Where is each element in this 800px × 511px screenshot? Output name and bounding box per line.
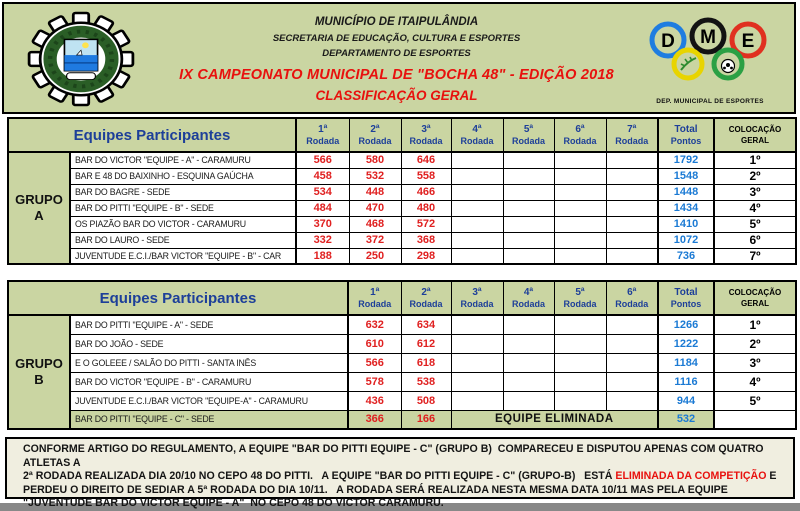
table-row	[8, 334, 796, 353]
round-score-cell	[503, 334, 554, 353]
round-score-cell	[451, 184, 503, 200]
team-name-cell: BAR DO VICTOR "EQUIPE - A" - CARAMURU	[70, 152, 296, 168]
round-score-cell	[606, 248, 658, 264]
round-score-cell	[606, 184, 658, 200]
position-header: COLOCAÇÃO GERAL	[714, 281, 796, 315]
round-score-cell: 618	[401, 353, 451, 372]
championship-title: IX CAMPEONATO MUNICIPAL DE "BOCHA 48" - EDIÇÃO 2018	[179, 67, 614, 83]
table-row	[8, 216, 796, 232]
round-score-cell	[606, 315, 658, 334]
round-score-cell: 534	[296, 184, 349, 200]
eliminated-team-row	[8, 410, 796, 429]
team-name-cell: OS PIAZÃO BAR DO VICTOR - CARAMURU	[70, 216, 296, 232]
round-score-cell: 332	[296, 232, 349, 248]
round-score-cell	[503, 391, 554, 410]
header-text-block	[149, 4, 644, 103]
round-score-cell: 250	[349, 248, 401, 264]
round-3-header: 3ª Rodada	[451, 281, 503, 315]
total-points-header: Total Pontos	[658, 281, 714, 315]
round-4-header: 4ª Rodada	[451, 118, 503, 152]
total-points-cell: 1448	[658, 184, 714, 200]
team-name-cell: BAR DO PITTI "EQUIPE - C" - SEDE	[70, 410, 348, 429]
round-score-cell	[503, 184, 554, 200]
round-score-cell: 366	[348, 410, 401, 429]
round-score-cell	[451, 334, 503, 353]
table-row	[8, 372, 796, 391]
round-1-header: 1ª Rodada	[348, 281, 401, 315]
round-score-cell: 436	[348, 391, 401, 410]
round-score-cell: 466	[401, 184, 451, 200]
dme-logo	[640, 18, 780, 105]
table-row	[8, 353, 796, 372]
note-line-2-pre: 2ª RODADA REALIZADA DIA 20/10 NO CEPO 48 DO PITTI. A EQUIPE "BAR DO PITTI EQUIPE - C" (GRUPO-B) ESTÁ	[23, 470, 616, 483]
total-points-cell: 1792	[658, 152, 714, 168]
note-line-1: CONFORME ARTIGO DO REGULAMENTO, A EQUIPE "BAR DO PITTI EQUIPE - C" (GRUPO B) COMPARECEU E DISPUTOU APENAS COM QUATRO ATLETAS A	[23, 443, 767, 469]
position-cell: 4º	[714, 200, 796, 216]
round-score-cell: 610	[348, 334, 401, 353]
round-score-cell	[606, 334, 658, 353]
team-name-cell: BAR DO PITTI "EQUIPE - A" - SEDE	[70, 315, 348, 334]
round-score-cell: 634	[401, 315, 451, 334]
round-score-cell	[554, 232, 606, 248]
total-points-cell: 1072	[658, 232, 714, 248]
team-name-cell: BAR E 48 DO BAIXINHO - ESQUINA GAÚCHA	[70, 168, 296, 184]
position-cell: 7º	[714, 248, 796, 264]
round-score-cell: 370	[296, 216, 349, 232]
svg-text:D: D	[661, 31, 675, 52]
team-name-cell: JUVENTUDE E.C.I./BAR VICTOR "EQUIPE - B" - CAR	[70, 248, 296, 264]
group-b-label: GRUPO B	[8, 315, 70, 429]
round-score-cell: 632	[348, 315, 401, 334]
position-cell: 2º	[714, 334, 796, 353]
table-header-row	[8, 118, 796, 152]
round-score-cell	[606, 152, 658, 168]
round-score-cell	[451, 168, 503, 184]
round-score-cell	[554, 200, 606, 216]
round-score-cell	[451, 200, 503, 216]
round-score-cell	[554, 391, 606, 410]
note-line-2-post: E	[766, 470, 777, 483]
round-5-header: 5ª Rodada	[503, 118, 554, 152]
round-score-cell	[503, 200, 554, 216]
round-score-cell	[503, 216, 554, 232]
team-name-cell: BAR DO VICTOR "EQUIPE - B" - CARAMURU	[70, 372, 348, 391]
round-score-cell: 298	[401, 248, 451, 264]
round-score-cell: 448	[349, 184, 401, 200]
total-points-cell: 1184	[658, 353, 714, 372]
team-name-cell: JUVENTUDE E.C.I./BAR VICTOR "EQUIPE-A" - CARAMURU	[70, 391, 348, 410]
round-score-cell: 580	[349, 152, 401, 168]
table-row	[8, 391, 796, 410]
round-score-cell	[554, 353, 606, 372]
secretariat-title: SECRETARIA DE EDUCAÇÃO, CULTURA E ESPORTES	[272, 33, 521, 44]
round-score-cell	[503, 315, 554, 334]
round-score-cell	[606, 200, 658, 216]
teams-header: Equipes Participantes	[8, 118, 296, 152]
round-score-cell	[503, 152, 554, 168]
note-line-2	[23, 470, 785, 484]
round-score-cell: 612	[401, 334, 451, 353]
round-score-cell: 470	[349, 200, 401, 216]
round-score-cell	[554, 216, 606, 232]
round-score-cell: 468	[349, 216, 401, 232]
round-score-cell: 572	[401, 216, 451, 232]
note-line-3: PERDEU O DIREITO DE SEDIAR A 5ª RODADA DO DIA 10/11. A RODADA SERÁ REALIZADA NESTA MESMA DATA 10/11 MAS PELA EQUIPE	[23, 483, 728, 496]
round-score-cell	[606, 168, 658, 184]
position-cell: 6º	[714, 232, 796, 248]
position-cell: 3º	[714, 353, 796, 372]
table-row	[8, 200, 796, 216]
round-score-cell	[503, 248, 554, 264]
note-line-4: "JUVENTUDE BAR DO VICTOR EQUIPE - A" NO CEPO 48 DO VICTOR CARAMURU.	[23, 497, 444, 510]
svg-text:E: E	[741, 31, 755, 52]
table-row	[8, 232, 796, 248]
total-points-cell: 1116	[658, 372, 714, 391]
table-row	[8, 184, 796, 200]
table-group-b	[7, 280, 797, 430]
total-points-cell: 736	[658, 248, 714, 264]
total-points-cell: 1266	[658, 315, 714, 334]
eliminated-label-cell: EQUIPE ELIMINADA	[451, 410, 658, 429]
round-score-cell	[554, 248, 606, 264]
municipality-title: MUNICÍPIO DE ITAIPULÂNDIA	[314, 16, 479, 28]
position-cell: 5º	[714, 391, 796, 410]
team-name-cell: BAR DO JOÃO - SEDE	[70, 334, 348, 353]
round-score-cell: 372	[349, 232, 401, 248]
round-score-cell: 538	[401, 372, 451, 391]
round-score-cell	[606, 353, 658, 372]
round-score-cell: 188	[296, 248, 349, 264]
round-score-cell	[554, 372, 606, 391]
round-score-cell	[606, 232, 658, 248]
round-score-cell	[451, 372, 503, 391]
round-score-cell	[503, 353, 554, 372]
round-score-cell: 558	[401, 168, 451, 184]
round-score-cell	[554, 315, 606, 334]
round-score-cell: 646	[401, 152, 451, 168]
regulation-note	[5, 437, 795, 510]
round-score-cell	[503, 372, 554, 391]
page-title: CLASSIFICAÇÃO GERAL	[315, 88, 478, 103]
position-header: COLOCAÇÃO GERAL	[714, 118, 796, 152]
round-score-cell: 508	[401, 391, 451, 410]
round-score-cell	[554, 168, 606, 184]
round-score-cell	[606, 391, 658, 410]
total-points-cell: 532	[658, 410, 714, 429]
round-score-cell	[606, 372, 658, 391]
table-row	[8, 315, 796, 334]
total-points-cell: 1222	[658, 334, 714, 353]
round-score-cell	[554, 334, 606, 353]
round-1-header: 1ª Rodada	[296, 118, 349, 152]
position-cell: 3º	[714, 184, 796, 200]
round-score-cell	[554, 184, 606, 200]
table-header-row	[8, 281, 796, 315]
round-6-header: 6ª Rodada	[606, 281, 658, 315]
position-cell: 5º	[714, 216, 796, 232]
round-score-cell	[451, 152, 503, 168]
svg-text:M: M	[700, 27, 716, 48]
round-6-header: 6ª Rodada	[554, 118, 606, 152]
round-7-header: 7ª Rodada	[606, 118, 658, 152]
round-score-cell	[451, 248, 503, 264]
team-name-cell: BAR DO PITTI "EQUIPE - B" - SEDE	[70, 200, 296, 216]
total-points-header: Total Pontos	[658, 118, 714, 152]
dme-caption: DEP. MUNICIPAL DE ESPORTES	[656, 98, 764, 105]
round-score-cell	[451, 391, 503, 410]
table-row	[8, 152, 796, 168]
team-name-cell: BAR DO BAGRE - SEDE	[70, 184, 296, 200]
round-3-header: 3ª Rodada	[401, 118, 451, 152]
table-row	[8, 168, 796, 184]
round-score-cell: 458	[296, 168, 349, 184]
table-row	[8, 248, 796, 264]
round-score-cell	[503, 168, 554, 184]
team-name-cell: E O GOLEEE / SALÃO DO PITTI - SANTA INÊS	[70, 353, 348, 372]
position-cell: 1º	[714, 152, 796, 168]
round-score-cell: 484	[296, 200, 349, 216]
note-eliminated-highlight: ELIMINADA DA COMPETIÇÃO	[615, 470, 767, 483]
round-score-cell: 566	[296, 152, 349, 168]
round-score-cell: 578	[348, 372, 401, 391]
position-cell: 4º	[714, 372, 796, 391]
round-score-cell: 166	[401, 410, 451, 429]
round-5-header: 5ª Rodada	[554, 281, 606, 315]
header-band	[2, 2, 796, 114]
position-cell: 2º	[714, 168, 796, 184]
round-score-cell	[451, 353, 503, 372]
round-score-cell: 368	[401, 232, 451, 248]
round-score-cell	[451, 315, 503, 334]
round-score-cell: 566	[348, 353, 401, 372]
total-points-cell: 1434	[658, 200, 714, 216]
teams-header: Equipes Participantes	[8, 281, 348, 315]
round-score-cell: 532	[349, 168, 401, 184]
round-score-cell	[451, 232, 503, 248]
round-score-cell	[451, 216, 503, 232]
round-score-cell	[606, 216, 658, 232]
team-name-cell: BAR DO LAURO - SEDE	[70, 232, 296, 248]
position-cell	[714, 410, 796, 429]
round-2-header: 2ª Rodada	[349, 118, 401, 152]
total-points-cell: 1548	[658, 168, 714, 184]
position-cell: 1º	[714, 315, 796, 334]
round-2-header: 2ª Rodada	[401, 281, 451, 315]
table-group-a	[7, 117, 797, 265]
round-score-cell	[503, 232, 554, 248]
group-a-label: GRUPO A	[8, 152, 70, 264]
round-score-cell	[554, 152, 606, 168]
municipal-seal-icon	[28, 12, 134, 111]
round-score-cell: 480	[401, 200, 451, 216]
total-points-cell: 944	[658, 391, 714, 410]
dme-olympic-rings-icon	[644, 18, 776, 92]
round-4-header: 4ª Rodada	[503, 281, 554, 315]
department-title: DEPARTAMENTO DE ESPORTES	[322, 48, 471, 59]
total-points-cell: 1410	[658, 216, 714, 232]
